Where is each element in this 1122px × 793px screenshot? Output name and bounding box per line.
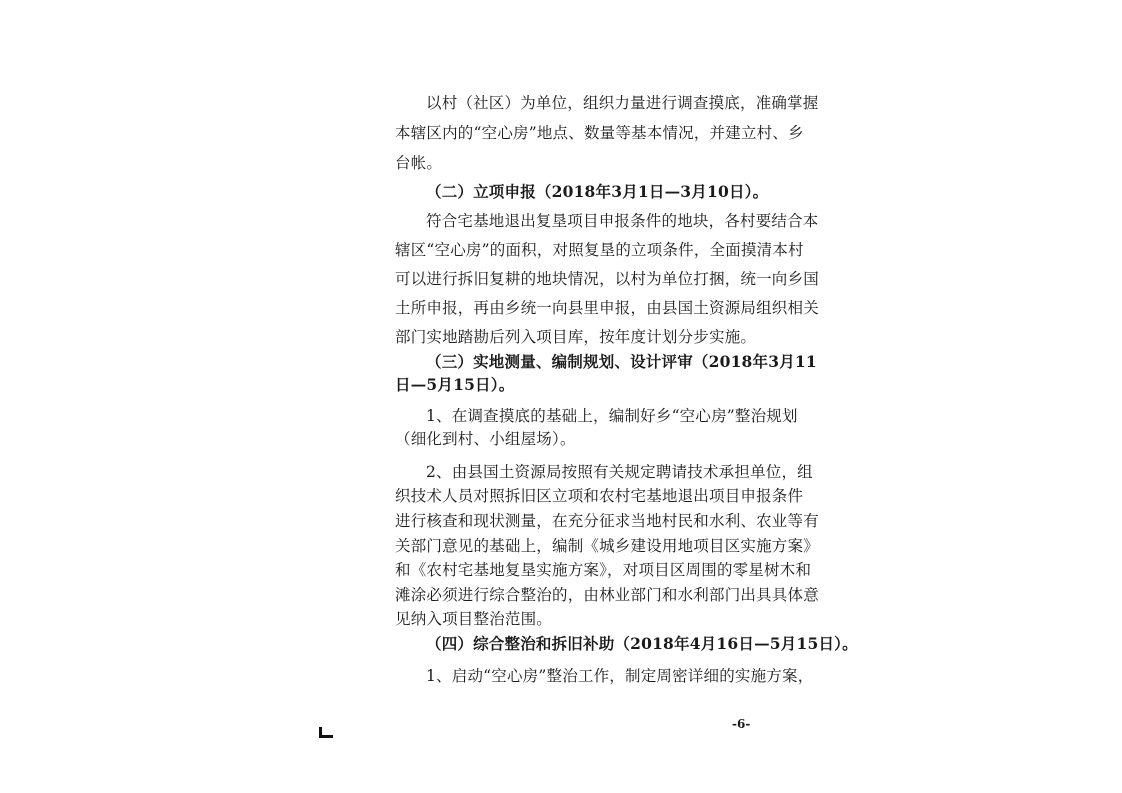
section-heading: （三）实地测量、编制规划、设计评审（2018年3月11 xyxy=(426,352,817,371)
page-number: -6- xyxy=(732,717,751,731)
text-line: 部门实地踏勘后列入项目库，按年度计划分步实施。 xyxy=(395,328,757,346)
text-line: 和《农村宅基地复垦实施方案》，对项目区周围的零星树木和 xyxy=(395,561,812,579)
section-heading: （二）立项申报（2018年3月1日—3月10日）。 xyxy=(426,182,769,201)
text-line: 织技术人员对照拆旧区立项和农村宅基地退出项目申报条件 xyxy=(395,487,804,505)
text-line: 2、由县国土资源局按照有关规定聘请技术承担单位，组 xyxy=(426,463,813,481)
section-heading-cont: 日—5月15日）。 xyxy=(395,375,515,394)
text-line: 符合宅基地退出复垦项目申报条件的地块，各村要结合本 xyxy=(426,212,819,230)
text-line: 进行核查和现状测量，在充分征求当地村民和水利、农业等有 xyxy=(395,512,819,530)
corner-crop-mark xyxy=(319,727,333,738)
text-line: 滩涂必须进行综合整治的，由林业部门和水利部门出具具体意 xyxy=(395,586,819,604)
section-heading: （四）综合整治和拆旧补助（2018年4月16日—5月15日）。 xyxy=(426,634,858,653)
text-line: 土所申报，再由乡统一向县里申报，由县国土资源局组织相关 xyxy=(395,299,819,317)
text-line: 1、在调查摸底的基础上，编制好乡“空心房”整治规划 xyxy=(426,407,798,425)
text-line: 本辖区内的“空心房”地点、数量等基本情况，并建立村、乡 xyxy=(395,124,804,142)
text-line: 辖区“空心房”的面积，对照复垦的立项条件，全面摸清本村 xyxy=(395,241,804,259)
text-line: （细化到村、小组屋场）。 xyxy=(395,430,576,448)
text-line: 可以进行拆旧复耕的地块情况，以村为单位打捆，统一向乡国 xyxy=(395,270,819,288)
text-line: 台帐。 xyxy=(395,154,443,172)
text-line: 以村（社区）为单位，组织力量进行调查摸底，准确掌握 xyxy=(426,94,819,112)
text-line: 见纳入项目整治范围。 xyxy=(395,610,553,628)
text-line: 关部门意见的基础上，编制《城乡建设用地项目区实施方案》 xyxy=(395,537,819,555)
text-line: 1、启动“空心房”整治工作，制定周密详细的实施方案， xyxy=(426,667,814,685)
